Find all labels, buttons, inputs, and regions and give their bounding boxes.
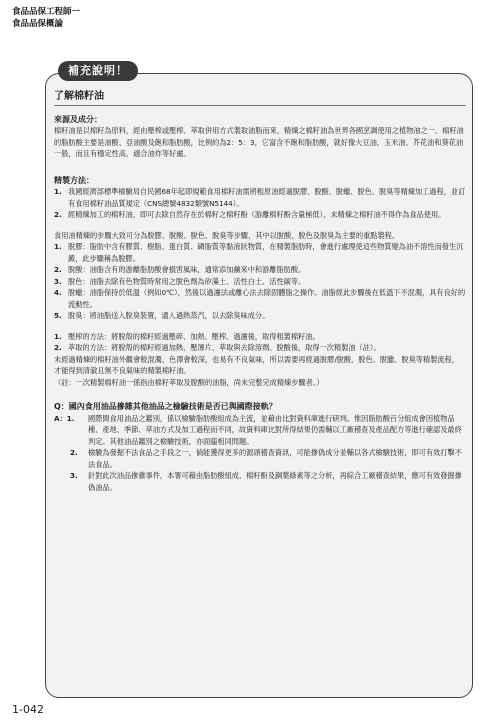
step-number: 1. [54,242,62,251]
step-text: 脫膠：脂肪中含有膠質、樹脂、蛋白質、磷脂質等黏液狀物質，在精製脂肪時，會進行處理使這些物質變為油不溶性而發生沉澱，此步驟稱為脫膠。 [68,242,464,263]
step-number: 2. [54,265,62,274]
refining-item [54,209,466,221]
step-item [54,276,466,288]
step-item [54,287,466,310]
process-item [54,331,466,343]
answer-item-text: 針對此次油品摻雜事件，本署可藉由脂肪酸組成、棉籽酚及銅葉綠素等之分析，再綜合工廠稽查結果，應可有效發掘摻偽油品。 [88,471,462,492]
qa-answer [54,413,466,448]
step-number: 3. [54,276,62,286]
refining-note: 未經過精煉的棉籽油外觀會較混濁，色澤會較深，也易有不良氣味，所以需要再經過脫膠/脫酸、脫色、脫臘、脫臭等精製流程，才能得到清澈且無不良氣味的精製棉籽油。 [54,354,459,375]
process-text: 萃取的方法：將脫殼的棉籽經過加熱、壓薄片、萃取與去除溶劑、脫酸後，取得一次精製油（註）。 [68,343,381,352]
answer-item-text: 檢驗為發掘不法食品之手段之一，倘能獲得更多的源頭稽查資訊，可能摻偽成分並輔以各式檢驗技術，即可有效打擊不法食品。 [88,448,462,469]
refining-footnote: （註：一次精製棉籽油一係指由棉籽萃取及脫酸的油脂，尚未完整完成精煉步驟者。） [54,377,324,387]
step-number: 4. [54,288,62,297]
process-text: 壓榨的方法：將脫殼的棉籽經過壓碎、加熱、壓榨、過濾後，取得粗製棉籽油。 [68,331,320,341]
step-item [54,241,466,264]
box-content [54,88,466,493]
running-header [12,6,80,30]
item-text: 經精煉加工的棉籽油，即可去除自然存在於棉籽之棉籽酚（游離棉籽酚含量極低），未精煉之棉籽油不得作為食品使用。 [68,210,446,219]
page-number: 1-042 [12,703,44,716]
refining-intro: 食用油精煉的步驟大致可分為脫膠、脫酸、脫色、脫臭等步驟，其中以脫酸、脫色及脫臭為主要的重點製程。 [54,230,400,240]
process-number: 1. [54,331,62,341]
step-item [54,264,466,276]
answer-number: 2. [70,448,78,457]
step-text: 脫臭：將油脂送入脫臭裝置，通入過熱蒸汽，以去除臭味成分。 [68,311,270,320]
item-number: 2. [54,210,62,219]
qa-question: Q：國內食用油品摻雜其他油品之檢驗技術是否已與國際接軌？ [54,402,277,411]
section-title: 了解棉籽油 [54,91,104,102]
step-text: 脫色：油脂去除有色物質時常用之脫色劑為矽藻土、活性白土、活性碳等。 [68,276,306,286]
answer-label: A：1. [54,413,75,423]
step-number: 5. [54,311,62,320]
header-line-2: 食品品保概論 [12,19,64,29]
answer-item [70,447,466,470]
step-item [54,310,466,322]
header-line-1: 食品品保工程師一 [12,7,81,17]
step-text: 脫酸：油脂含有的游離脂肪酸會損害風味，通常添加鹼來中和游離脂肪酸。 [68,265,306,274]
process-number: 2. [54,343,62,352]
supplement-tag: 補充說明！ [58,61,138,81]
refining-heading: 精製方法： [54,175,94,185]
process-item [54,342,466,354]
answer-text: 國際間食用油品之鑑別，係以檢驗脂肪酸組成為主流，並藉由比對資料庫進行研判。惟因脂肪酸百分組成會因植物品種、產地、季節、萃油方式及加工過程而不同，故資料庫比對所得結果仍需輔以工廠稽查及產品配方等進行確認及最終判定。其他油品鑑別之檢驗技術，亦面臨相同問題。 [88,413,462,446]
step-text: 脫蠟：油脂保持於低溫（例如0℃），然後以過濾法或離心法去除固體脂之操作。油脂經此步驟後在低溫下不混濁，具有良好的流動性。 [68,288,466,309]
answer-number: 3. [70,471,78,480]
answer-item [70,470,466,493]
title-divider [54,105,466,106]
item-number: 1. [54,187,62,196]
item-text: 我國經濟部標準檢驗局自民國68年起即規範食用棉籽油需將粗原油經過脫膠、脫酸、脫蠟、脫色、脫臭等精煉加工過程，並訂有食用棉籽油品質規定（CNS總號4832類號N5144）。 [68,187,466,208]
sources-heading: 來源及成分： [54,114,102,124]
sources-text: 棉籽油是以棉籽為原料，經由壓榨或壓榨、萃取併用方式製取油脂而來，精煉之棉籽油為世界各國烹調使用之植物油之一。棉籽油的脂肪酸主要是油酸、亞油酸及飽和脂肪酸，比例約為2：5：3，它富含不飽和脂肪酸，就好像大豆油、玉米油、芥花油和葵花油一般，而且有穩定性高、適合油炸等好處。 [54,126,464,158]
refining-item [54,186,466,209]
